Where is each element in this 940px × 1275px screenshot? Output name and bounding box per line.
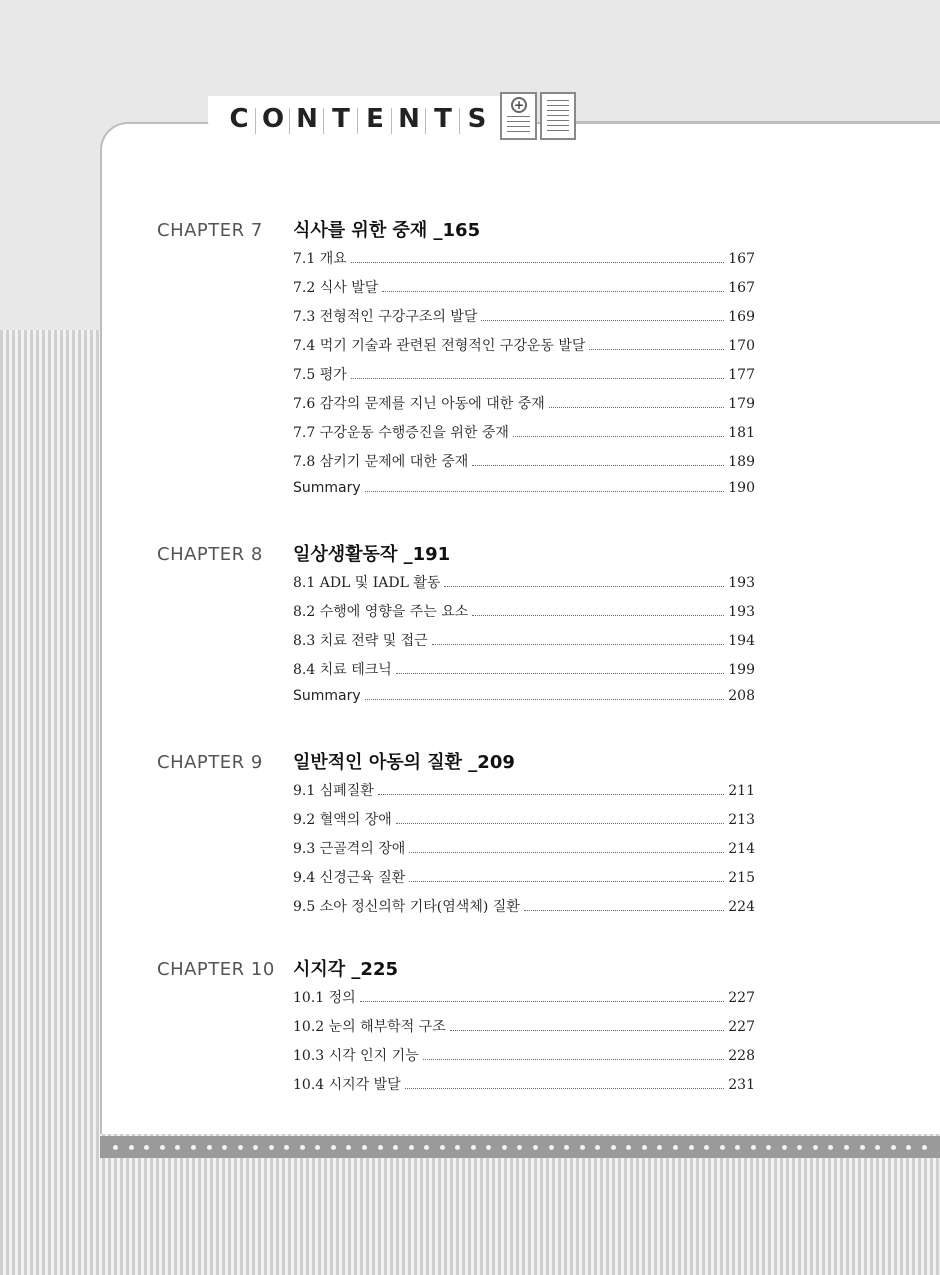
decorative-dot (611, 1145, 616, 1150)
decorative-dot (315, 1145, 320, 1150)
chapter-heading (157, 955, 757, 987)
title-letter: S (460, 104, 494, 134)
toc-page-number: 224 (728, 899, 755, 915)
toc-entry[interactable] (293, 630, 755, 659)
toc-page-number: 199 (728, 662, 755, 678)
decorative-dot (502, 1145, 507, 1150)
decorative-dot (860, 1145, 865, 1150)
chapter-section (157, 216, 757, 509)
dot-leader (432, 643, 725, 645)
decorative-dot (455, 1145, 460, 1150)
toc-entry-label: 7.8 삼키기 문제에 대한 중재 (293, 454, 469, 470)
decorative-dot (175, 1145, 180, 1150)
toc-page-number: 170 (728, 338, 755, 354)
decorative-dot (393, 1145, 398, 1150)
title-letter: N (392, 104, 426, 134)
toc-entry-label: Summary (293, 688, 361, 704)
chapter-section (157, 955, 757, 1103)
toc-entry[interactable] (293, 393, 755, 422)
book-left-page (500, 92, 537, 140)
toc-entry[interactable] (293, 277, 755, 306)
dot-leader (360, 1000, 725, 1002)
contents-title (222, 104, 494, 134)
toc-entry[interactable] (293, 780, 755, 809)
decorative-dot (160, 1145, 165, 1150)
toc-entry-label: 7.6 감각의 문제를 지닌 아동에 대한 중재 (293, 396, 545, 412)
decorative-dot (891, 1145, 896, 1150)
chapter-title: 일상생활동작 _191 (293, 544, 451, 565)
toc-page-number: 227 (728, 990, 755, 1006)
toc-page-number: 193 (728, 604, 755, 620)
toc-page-number: 169 (728, 309, 755, 325)
chapter-section (157, 540, 757, 717)
chapter-label: CHAPTER 9 (157, 752, 263, 773)
decorative-dot (269, 1145, 274, 1150)
decorative-dot (533, 1145, 538, 1150)
chapter-label: CHAPTER 7 (157, 220, 263, 241)
chapter-title: 일반적인 아동의 질환 _209 (293, 752, 515, 773)
contents-heading (208, 96, 508, 142)
dot-leader (382, 290, 724, 292)
toc-entry[interactable] (293, 422, 755, 451)
decorative-dot (284, 1145, 289, 1150)
toc-entry-label: Summary (293, 480, 361, 496)
toc-page-number: 211 (728, 783, 755, 799)
decorative-dot (813, 1145, 818, 1150)
toc-entry-label: 8.2 수행에 영향을 주는 요소 (293, 604, 469, 620)
toc-entry[interactable] (293, 572, 755, 601)
decorative-dot (207, 1145, 212, 1150)
decorative-dot (673, 1145, 678, 1150)
toc-entry-label: 9.1 심폐질환 (293, 783, 374, 799)
decorative-dot (362, 1145, 367, 1150)
toc-entry-label: 10.4 시지각 발달 (293, 1077, 401, 1093)
toc-entry[interactable] (293, 248, 755, 277)
decorative-dot (253, 1145, 258, 1150)
toc-page-number: 208 (728, 688, 755, 704)
dot-leader (472, 464, 724, 466)
dot-leader (423, 1058, 725, 1060)
toc-entry-label: 9.5 소아 정신의학 기타(염색체) 질환 (293, 899, 520, 915)
dot-leader (444, 585, 724, 587)
decorative-dot (735, 1145, 740, 1150)
decorative-dot (720, 1145, 725, 1150)
decorative-dot (486, 1145, 491, 1150)
decorative-dot (782, 1145, 787, 1150)
decorative-dot (751, 1145, 756, 1150)
decorative-dot (766, 1145, 771, 1150)
decorative-dot (580, 1145, 585, 1150)
decorative-dot (517, 1145, 522, 1150)
toc-entry-label: 7.4 먹기 기술과 관련된 전형적인 구강운동 발달 (293, 338, 586, 354)
toc-entry-label: 10.1 정의 (293, 990, 356, 1006)
toc-entry-label: 9.2 혈액의 장애 (293, 812, 392, 828)
dot-leader (378, 793, 724, 795)
decorative-dot (471, 1145, 476, 1150)
decorative-dot (113, 1145, 118, 1150)
chapter-heading (157, 540, 757, 572)
dotted-footer-band (100, 1136, 940, 1158)
decorative-dot (564, 1145, 569, 1150)
toc-page-number: 228 (728, 1048, 755, 1064)
decorative-dot (828, 1145, 833, 1150)
decorative-dot (595, 1145, 600, 1150)
dot-leader (450, 1029, 725, 1031)
decorative-dot (144, 1145, 149, 1150)
decorative-dot (378, 1145, 383, 1150)
decorative-dot (331, 1145, 336, 1150)
plus-icon: + (511, 97, 527, 113)
chapter-section (157, 748, 757, 925)
dot-leader (589, 348, 724, 350)
dot-leader (409, 880, 724, 882)
toc-entry[interactable] (293, 867, 755, 896)
decorative-dot (300, 1145, 305, 1150)
decorative-dot (409, 1145, 414, 1150)
toc-entry[interactable] (293, 1045, 755, 1074)
chapter-label: CHAPTER 8 (157, 544, 263, 565)
header-rule (576, 121, 940, 123)
toc-entry-label: 7.7 구강운동 수행증진을 위한 중재 (293, 425, 509, 441)
toc-entry-label: 8.1 ADL 및 IADL 활동 (293, 575, 441, 591)
toc-entry[interactable] (293, 1074, 755, 1103)
toc-page-number: 179 (728, 396, 755, 412)
title-letter: O (256, 104, 290, 134)
toc-page-number: 193 (728, 575, 755, 591)
decorative-dot (642, 1145, 647, 1150)
decorative-dot (704, 1145, 709, 1150)
toc-page-number: 215 (728, 870, 755, 886)
chapter-title: 시지각 _225 (293, 959, 399, 980)
dot-leader (524, 909, 724, 911)
toc-entry[interactable] (293, 838, 755, 867)
toc-page-number: 167 (728, 280, 755, 296)
toc-entry[interactable] (293, 306, 755, 335)
decorative-dot (549, 1145, 554, 1150)
chapter-heading (157, 748, 757, 780)
toc-entry[interactable] (293, 335, 755, 364)
toc-entry[interactable] (293, 451, 755, 480)
decorative-dot (424, 1145, 429, 1150)
toc-entry-label: 8.4 치료 테크닉 (293, 662, 392, 678)
toc-page-number: 167 (728, 251, 755, 267)
dot-leader (409, 851, 724, 853)
dot-leader (365, 490, 725, 492)
toc-entry-label: 10.2 눈의 해부학적 구조 (293, 1019, 446, 1035)
toc-entry[interactable] (293, 364, 755, 393)
decorative-dot (238, 1145, 243, 1150)
toc-entry[interactable] (293, 601, 755, 630)
decorative-dot (626, 1145, 631, 1150)
toc-page-number: 189 (728, 454, 755, 470)
toc-entry-label: 7.2 식사 발달 (293, 280, 379, 296)
dot-leader (481, 319, 724, 321)
toc-entry[interactable] (293, 896, 755, 925)
toc-entry-label: 9.4 신경근육 질환 (293, 870, 406, 886)
dot-leader (405, 1087, 725, 1089)
decorative-dot (875, 1145, 880, 1150)
title-letter: C (229, 104, 249, 134)
title-letter: T (324, 104, 358, 134)
toc-entry[interactable] (293, 659, 755, 688)
toc-page-number: 213 (728, 812, 755, 828)
toc-entry-label: 9.3 근골격의 장애 (293, 841, 406, 857)
decorative-dot (844, 1145, 849, 1150)
decorative-dot (689, 1145, 694, 1150)
decorative-dot (129, 1145, 134, 1150)
decorative-dot (797, 1145, 802, 1150)
title-letter: T (426, 104, 460, 134)
toc-page-number: 227 (728, 1019, 755, 1035)
title-letter: N (290, 104, 324, 134)
dot-leader (351, 261, 725, 263)
toc-page-number: 214 (728, 841, 755, 857)
book-plus-icon (500, 92, 576, 140)
dot-leader (396, 822, 724, 824)
title-letter: E (358, 104, 392, 134)
dot-leader (351, 377, 725, 379)
decorative-dot (657, 1145, 662, 1150)
toc-entry-label: 7.5 평가 (293, 367, 347, 383)
toc-entry[interactable] (293, 688, 755, 717)
decorative-dot (906, 1145, 911, 1150)
toc-entry[interactable] (293, 809, 755, 838)
toc-entry[interactable] (293, 480, 755, 509)
dot-leader (365, 698, 725, 700)
decorative-dot (191, 1145, 196, 1150)
chapter-label: CHAPTER 10 (157, 959, 275, 980)
chapter-title: 식사를 위한 중재 _165 (293, 220, 481, 241)
toc-entry-label: 8.3 치료 전략 및 접근 (293, 633, 428, 649)
dot-leader (549, 406, 724, 408)
toc-entry[interactable] (293, 1016, 755, 1045)
decorative-dot (346, 1145, 351, 1150)
dot-leader (472, 614, 724, 616)
toc-page-number: 190 (728, 480, 755, 496)
toc-entry-label: 7.3 전형적인 구강구조의 발달 (293, 309, 478, 325)
toc-page-number: 177 (728, 367, 755, 383)
decorative-dot (440, 1145, 445, 1150)
toc-page-number: 181 (728, 425, 755, 441)
dot-leader (513, 435, 724, 437)
toc-page-number: 194 (728, 633, 755, 649)
toc-entry-label: 10.3 시각 인지 기능 (293, 1048, 419, 1064)
decorative-dot (222, 1145, 227, 1150)
dot-leader (396, 672, 724, 674)
toc-entry-label: 7.1 개요 (293, 251, 347, 267)
decorative-dot (922, 1145, 927, 1150)
toc-entry[interactable] (293, 987, 755, 1016)
chapter-heading (157, 216, 757, 248)
book-right-page (540, 92, 577, 140)
toc-page-number: 231 (728, 1077, 755, 1093)
